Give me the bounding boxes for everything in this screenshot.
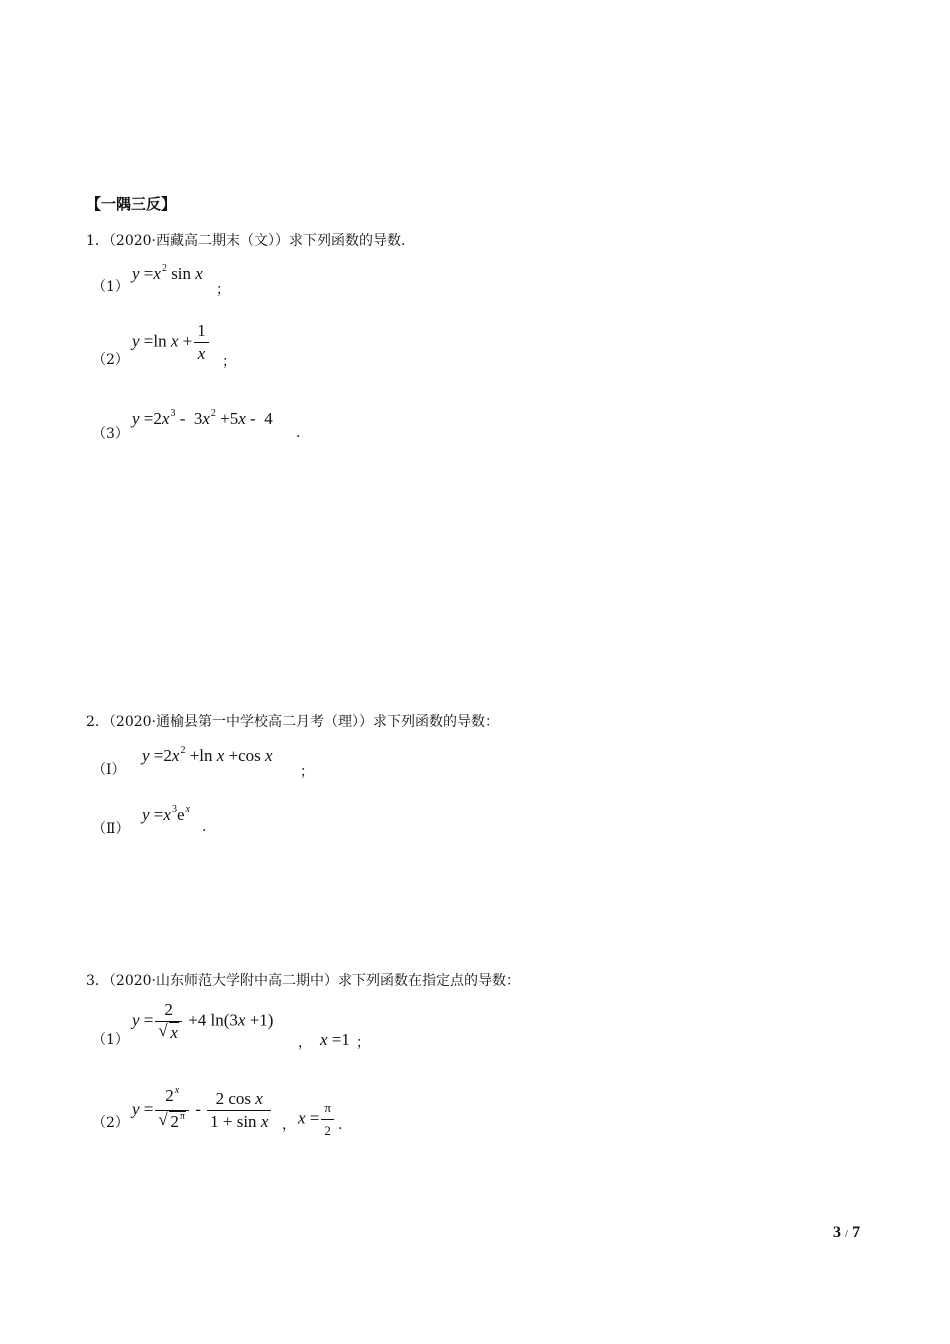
problem-1-part-3-formula: $y =2x^3 - 3x^2 +5x - 4$ <box>132 408 273 428</box>
problem-2-part-2-tail: . <box>202 819 207 835</box>
page-current: 3 <box>833 1224 841 1241</box>
problem-2-part-2-formula: $y =x^3e^x$ <box>142 804 190 824</box>
problem-3-part-1-tail: ； <box>356 1035 370 1051</box>
problem-1-header <box>86 230 405 250</box>
problem-1-part-1-tail: ； <box>216 282 230 298</box>
problem-1-part-2-tail: ； <box>222 354 236 370</box>
problem-3-source: （2020·山东师范大学附中高二期中）求下列函数在指定点的导数： <box>108 973 520 989</box>
problem-3-part-2-tail: . <box>338 1117 343 1133</box>
problem-3-part-1-point: x =1 <box>320 1030 350 1049</box>
problem-3-part-1-formula: y = 2 √ x +4 ln(3x +1) <box>132 1000 273 1043</box>
problem-3-number: 3． <box>86 973 109 989</box>
problem-2-number: 2． <box>86 714 109 730</box>
problem-1-part-1-label: （1） <box>92 279 129 295</box>
problem-1-source: （2020·西藏高二期末（文））求下列函数的导数. <box>108 233 406 249</box>
problem-3-part-2-label: （2） <box>92 1115 129 1131</box>
problem-1-number: 1． <box>86 233 109 249</box>
problem-3-part-1-label: （1） <box>92 1032 129 1048</box>
problem-1-part-3-tail: . <box>296 425 301 441</box>
problem-3-part-2-point: x = $\frac{\pi}{2}$ <box>298 1098 336 1141</box>
problem-3-part-2-formula: y = 2$^x$ √ $2^\pi$ - $\frac{\text{2 cos x}}{\text{1 + sin x}}$ <box>132 1086 273 1135</box>
problem-2-part-1-label: （Ⅰ） <box>92 762 126 778</box>
problem-1-part-3-label: （3） <box>92 426 129 442</box>
problem-2-header <box>86 711 499 731</box>
problem-1-part-2-label: （2） <box>92 352 129 368</box>
page-total: 7 <box>852 1224 861 1241</box>
page-separator: / <box>845 1228 849 1240</box>
problem-3-header <box>86 970 520 990</box>
problem-1-part-1-formula: $y =x^2$ sin x <box>132 263 203 283</box>
problem-2-part-1-tail: ； <box>300 764 314 780</box>
problem-2-part-2-label: （Ⅱ） <box>92 821 130 837</box>
problem-2-source: （2020·通榆县第一中学校高二月考（理））求下列函数的导数： <box>108 714 499 730</box>
section-heading: 【一隅三反】 <box>86 195 177 213</box>
problem-1-part-2-formula: y =ln x + $\frac{1}{x}$ <box>132 321 211 364</box>
problem-2-part-1-formula: $y =2x^2 +\ln$ x +cos x <box>142 745 273 765</box>
problem-3-part-1-comma: ， <box>298 1035 312 1051</box>
problem-3-part-2-comma: ， <box>282 1117 296 1133</box>
page-number <box>833 1224 860 1242</box>
